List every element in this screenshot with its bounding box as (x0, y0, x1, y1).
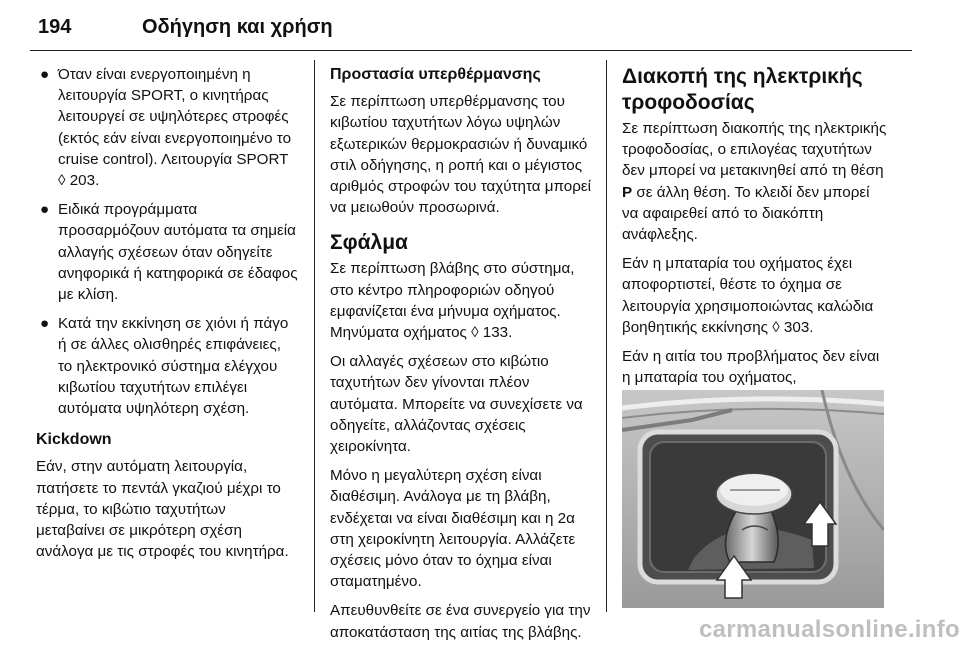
bullet-icon: ● (40, 201, 50, 219)
battery-paragraph: Εάν η μπαταρία του οχήματος έχει αποφορτιστεί, θέστε το όχημα σε λειτουργία χρησιμοποιώντας καλώδια βοηθητικής εκκίνησης ◊ 303. (622, 255, 874, 336)
overheat-heading: Προστασία υπερθέρμανσης (330, 66, 541, 83)
bullet-icon: ● (40, 315, 50, 333)
page-number: 194 (38, 16, 72, 38)
column-1 (36, 64, 298, 570)
list-item: ● Όταν είναι ενεργοποιημένη η λειτουργία SPORT, ο κινητήρας λειτουργεί σε υψηλότερες στροφές (εκτός εάν είναι ενεργοποιημένο το cruise control). Λειτουργία SPORT ◊ 203. (40, 66, 292, 190)
kickdown-paragraph: Εάν, στην αυτόματη λειτουργία, πατήσετε το πεντάλ γκαζιού μέχρι το τέρμα, το κιβώτιο ταχυτήτων μεταβαίνει σε μικρότερη σχέση ανάλογα με τις στροφές του κινητήρα. (36, 458, 289, 561)
fault-paragraph: Οι αλλαγές σχέσεων στο κιβώτιο ταχυτήτων δεν γίνονται πλέον αυτόματα. Μπορείτε να συνεχίσετε να οδηγείτε, αλλάζοντας σχέσεις χειροκίνητα. (330, 353, 583, 456)
overheat-paragraph: Σε περίπτωση υπερθέρμανσης του κιβωτίου ταχυτήτων λόγω υψηλών εξωτερικών θερμοκρασιών ή δυναμικό στιλ οδήγησης, η ροπή και ο μέγιστος αριθμός στροφών του ταχύτητα μπορεί να μειωθούν προσωρινά. (330, 93, 592, 217)
list-item: ● Κατά την εκκίνηση σε χιόνι ή πάγο ή σε άλλες ολισθηρές επιφάνειες, το ηλεκτρονικό σύστημα ελέγχου κιβωτίου ταχυτήτων επιλέγει αυτόματα υψηλότερη σχέση. (40, 315, 289, 418)
power-failure-heading: Διακοπή της ηλεκτρικής τροφοδοσίας (622, 65, 863, 114)
page-header (30, 10, 912, 51)
list-item: ● Ειδικά προγράμματα προσαρμόζουν αυτόματα τα σημεία αλλαγής σχέσεων όταν οδηγείτε ανηφορικά ή κατηφορικά σε έδαφος με κλίση. (40, 201, 298, 304)
fault-paragraph: Απευθυνθείτε σε ένα συνεργείο για την αποκατάσταση της αιτίας της βλάβης. (330, 602, 591, 641)
watermark: carmanualsonline.info (698, 618, 960, 642)
bullet-icon: ● (40, 66, 50, 83)
gear-selector-illustration (622, 390, 884, 608)
power-failure-paragraph: Σε περίπτωση διακοπής της ηλεκτρικής τροφοδοσίας, ο επιλογέας ταχυτήτων δεν μπορεί να μετακινηθεί από τη θέση P σε άλλη θέση. Το κλειδί δεν μπορεί να αφαιρεθεί από το διακόπτη ανάφλεξης. (622, 120, 887, 244)
fault-paragraph: Μόνο η μεγαλύτερη σχέση είναι διαθέσιμη. Ανάλογα με τη βλάβη, ενδέχεται να είναι διαθέσιμη και η 2α στη χειροκίνητη λειτουργία. Αλλάζετε σχέσεις μόνο όταν το όχημα είναι σταματημένο. (330, 467, 576, 591)
column-divider (606, 60, 607, 612)
fault-heading: Σφάλμα (330, 231, 408, 255)
chapter-title: Οδήγηση και χρήση (142, 16, 333, 38)
column-2 (330, 64, 592, 651)
park-position-label: P (622, 183, 633, 201)
column-divider (314, 60, 315, 612)
kickdown-heading: Kickdown (36, 431, 112, 449)
fault-paragraph: Σε περίπτωση βλάβης στο σύστημα, στο κέντρο πληροφοριών οδηγού εμφανίζεται ένα μήνυμα οχήματος. Μηνύματα οχήματος ◊ 133. (330, 260, 575, 342)
release-paragraph: Εάν η αιτία του προβλήματος δεν είναι η μπαταρία του οχήματος, (622, 348, 880, 387)
gear-console-figure (622, 390, 884, 608)
bullet-list (36, 64, 298, 419)
